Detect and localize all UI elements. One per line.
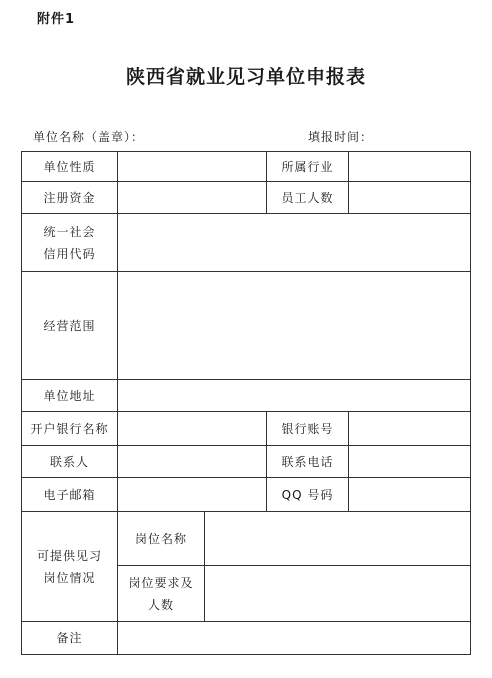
bank-name-label: 开户银行名称 xyxy=(22,412,118,446)
positions-label xyxy=(22,512,118,622)
address-label: 单位地址 xyxy=(22,380,118,412)
positions-line-2: 岗位情况 xyxy=(43,570,96,585)
bank-name-field[interactable] xyxy=(118,412,267,446)
bank-account-field[interactable] xyxy=(349,412,471,446)
table-row xyxy=(22,478,471,512)
email-label: 电子邮箱 xyxy=(22,478,118,512)
positions-line-1: 可提供见习 xyxy=(36,548,102,563)
credit-code-field[interactable] xyxy=(118,214,471,272)
credit-code-line-1: 统一社会 xyxy=(43,224,96,239)
industry-label: 所属行业 xyxy=(267,152,349,182)
remarks-field[interactable] xyxy=(118,622,471,655)
fill-date-label: 填报时间： xyxy=(308,130,374,144)
address-field[interactable] xyxy=(118,380,471,412)
position-name-label: 岗位名称 xyxy=(118,512,205,566)
industry-field[interactable] xyxy=(349,152,471,182)
org-nature-field[interactable] xyxy=(118,152,267,182)
position-name-field[interactable] xyxy=(205,512,471,566)
capital-field[interactable] xyxy=(118,182,267,214)
credit-code-line-2: 信用代码 xyxy=(43,246,96,261)
qq-field[interactable] xyxy=(349,478,471,512)
email-field[interactable] xyxy=(118,478,267,512)
table-row xyxy=(22,152,471,182)
org-name-label: 单位名称（盖章）： xyxy=(33,130,145,144)
position-req-line-2: 人数 xyxy=(147,597,174,612)
table-row xyxy=(22,622,471,655)
contact-phone-label: 联系电话 xyxy=(267,446,349,478)
org-nature-label: 单位性质 xyxy=(22,152,118,182)
contact-phone-field[interactable] xyxy=(349,446,471,478)
table-row xyxy=(22,214,471,272)
table-row xyxy=(22,272,471,380)
bank-account-label: 银行账号 xyxy=(267,412,349,446)
application-form-table xyxy=(21,151,471,655)
position-req-line-1: 岗位要求及 xyxy=(128,575,194,590)
table-row xyxy=(22,380,471,412)
page-title: 陕西省就业见习单位申报表 xyxy=(125,66,366,88)
contact-field[interactable] xyxy=(118,446,267,478)
position-req-field[interactable] xyxy=(205,566,471,622)
table-row xyxy=(22,182,471,214)
credit-code-label xyxy=(22,214,118,272)
capital-label: 注册资金 xyxy=(22,182,118,214)
contact-label: 联系人 xyxy=(22,446,118,478)
qq-label: QQ 号码 xyxy=(267,478,349,512)
business-scope-field[interactable] xyxy=(118,272,471,380)
table-row xyxy=(22,446,471,478)
remarks-label: 备注 xyxy=(22,622,118,655)
table-row xyxy=(22,512,471,566)
staff-count-field[interactable] xyxy=(349,182,471,214)
staff-count-label: 员工人数 xyxy=(267,182,349,214)
table-row xyxy=(22,412,471,446)
position-req-label xyxy=(118,566,205,622)
attachment-label: 附件1 xyxy=(37,12,76,27)
business-scope-label: 经营范围 xyxy=(22,272,118,380)
